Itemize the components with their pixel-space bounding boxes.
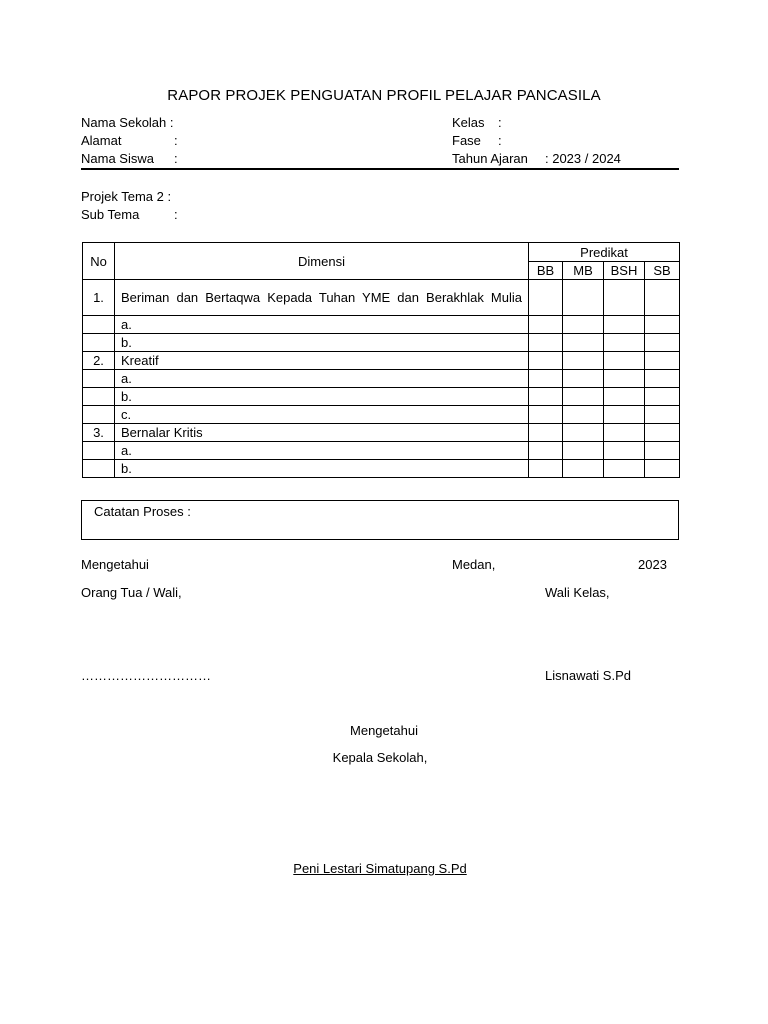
predicate-cell-sb	[645, 334, 680, 352]
predicate-cell-sb	[645, 424, 680, 442]
header-dimension: Dimensi	[115, 243, 529, 280]
predicate-cell-bb	[529, 388, 563, 406]
dimension-cell: a.	[115, 316, 529, 334]
header-predicate-mb: MB	[563, 262, 604, 280]
assessment-table	[82, 242, 680, 478]
predicate-cell-bsh	[604, 388, 645, 406]
parent-signature-line: …………………………	[81, 668, 211, 683]
phase-colon: :	[498, 133, 502, 148]
predicate-cell-sb	[645, 352, 680, 370]
predicate-cell-mb	[563, 352, 604, 370]
subtheme-colon: :	[174, 207, 178, 222]
report-title: RAPOR PROJEK PENGUATAN PROFIL PELAJAR PANCASILA	[167, 87, 601, 104]
predicate-cell-bsh	[604, 316, 645, 334]
academic-year-label: Tahun Ajaran	[452, 151, 528, 166]
table-row	[83, 406, 680, 424]
table-row	[83, 460, 680, 478]
predicate-cell-sb	[645, 388, 680, 406]
predicate-cell-bb	[529, 316, 563, 334]
predicate-cell-bsh	[604, 280, 645, 316]
predicate-cell-mb	[563, 442, 604, 460]
phase-label: Fase	[452, 133, 481, 148]
row-number	[83, 460, 115, 478]
parent-label: Orang Tua / Wali,	[81, 585, 182, 600]
homeroom-teacher-label: Wali Kelas,	[545, 585, 610, 600]
predicate-cell-bsh	[604, 334, 645, 352]
predicate-cell-sb	[645, 460, 680, 478]
predicate-cell-mb	[563, 460, 604, 478]
signing-year: 2023	[638, 557, 667, 572]
table-row	[83, 388, 680, 406]
dimension-cell: b.	[115, 460, 529, 478]
predicate-cell-bb	[529, 352, 563, 370]
table-row	[83, 370, 680, 388]
row-number: 3.	[83, 424, 115, 442]
project-theme-label: Projek Tema 2 :	[81, 189, 172, 204]
predicate-cell-mb	[563, 388, 604, 406]
header-predicate-bb: BB	[529, 262, 563, 280]
process-notes-label: Catatan Proses :	[94, 504, 191, 519]
table-row	[83, 442, 680, 460]
header-no: No	[83, 243, 115, 280]
predicate-cell-bb	[529, 424, 563, 442]
acknowledge-label-principal: Mengetahui	[350, 723, 418, 738]
predicate-cell-mb	[563, 280, 604, 316]
table-row	[83, 334, 680, 352]
row-number: 2.	[83, 352, 115, 370]
dimension-cell: b.	[115, 388, 529, 406]
dimension-cell: Bernalar Kritis	[115, 424, 529, 442]
predicate-cell-mb	[563, 316, 604, 334]
subtheme-label: Sub Tema	[81, 207, 140, 222]
address-label: Alamat	[81, 133, 122, 148]
table-row	[83, 424, 680, 442]
predicate-cell-mb	[563, 370, 604, 388]
predicate-cell-sb	[645, 316, 680, 334]
dimension-cell: b.	[115, 334, 529, 352]
dimension-cell: a.	[115, 370, 529, 388]
student-name-label: Nama Siswa	[81, 151, 154, 166]
dimension-cell: c.	[115, 406, 529, 424]
header-predicate-sb: SB	[645, 262, 680, 280]
predicate-cell-mb	[563, 424, 604, 442]
predicate-cell-bb	[529, 442, 563, 460]
academic-year-value: : 2023 / 2024	[545, 151, 621, 166]
predicate-cell-bb	[529, 280, 563, 316]
predicate-cell-bb	[529, 406, 563, 424]
school-name-label: Nama Sekolah :	[81, 115, 174, 130]
row-number	[83, 388, 115, 406]
predicate-cell-bb	[529, 460, 563, 478]
row-number	[83, 370, 115, 388]
predicate-cell-sb	[645, 370, 680, 388]
class-colon: :	[498, 115, 502, 130]
predicate-cell-bb	[529, 370, 563, 388]
process-notes-box	[81, 500, 679, 540]
row-number	[83, 406, 115, 424]
row-number	[83, 442, 115, 460]
predicate-cell-bsh	[604, 424, 645, 442]
principal-title: Kepala Sekolah,	[332, 750, 428, 765]
predicate-cell-bsh	[604, 352, 645, 370]
principal-name: Peni Lestari Simatupang S.Pd	[293, 861, 467, 876]
header-divider	[81, 168, 679, 170]
header-predicate-bsh: BSH	[604, 262, 645, 280]
table-row	[83, 352, 680, 370]
table-row	[83, 280, 680, 316]
predicate-cell-sb	[645, 442, 680, 460]
homeroom-teacher-name: Lisnawati S.Pd	[545, 668, 631, 683]
predicate-cell-sb	[645, 406, 680, 424]
row-number	[83, 334, 115, 352]
header-predicate: Predikat	[529, 243, 680, 262]
predicate-cell-bb	[529, 334, 563, 352]
dimension-cell: Beriman dan Bertaqwa Kepada Tuhan YME dan Berakhlak Mulia	[115, 280, 529, 316]
dimension-cell: a.	[115, 442, 529, 460]
acknowledge-label: Mengetahui	[81, 557, 149, 572]
predicate-cell-bsh	[604, 406, 645, 424]
class-label: Kelas	[452, 115, 485, 130]
address-colon: :	[174, 133, 178, 148]
student-name-colon: :	[174, 151, 178, 166]
dimension-cell: Kreatif	[115, 352, 529, 370]
row-number	[83, 316, 115, 334]
predicate-cell-bsh	[604, 370, 645, 388]
predicate-cell-sb	[645, 280, 680, 316]
predicate-cell-mb	[563, 334, 604, 352]
predicate-cell-bsh	[604, 442, 645, 460]
predicate-cell-mb	[563, 406, 604, 424]
table-row	[83, 316, 680, 334]
row-number: 1.	[83, 280, 115, 316]
place-label: Medan,	[452, 557, 496, 572]
predicate-cell-bsh	[604, 460, 645, 478]
